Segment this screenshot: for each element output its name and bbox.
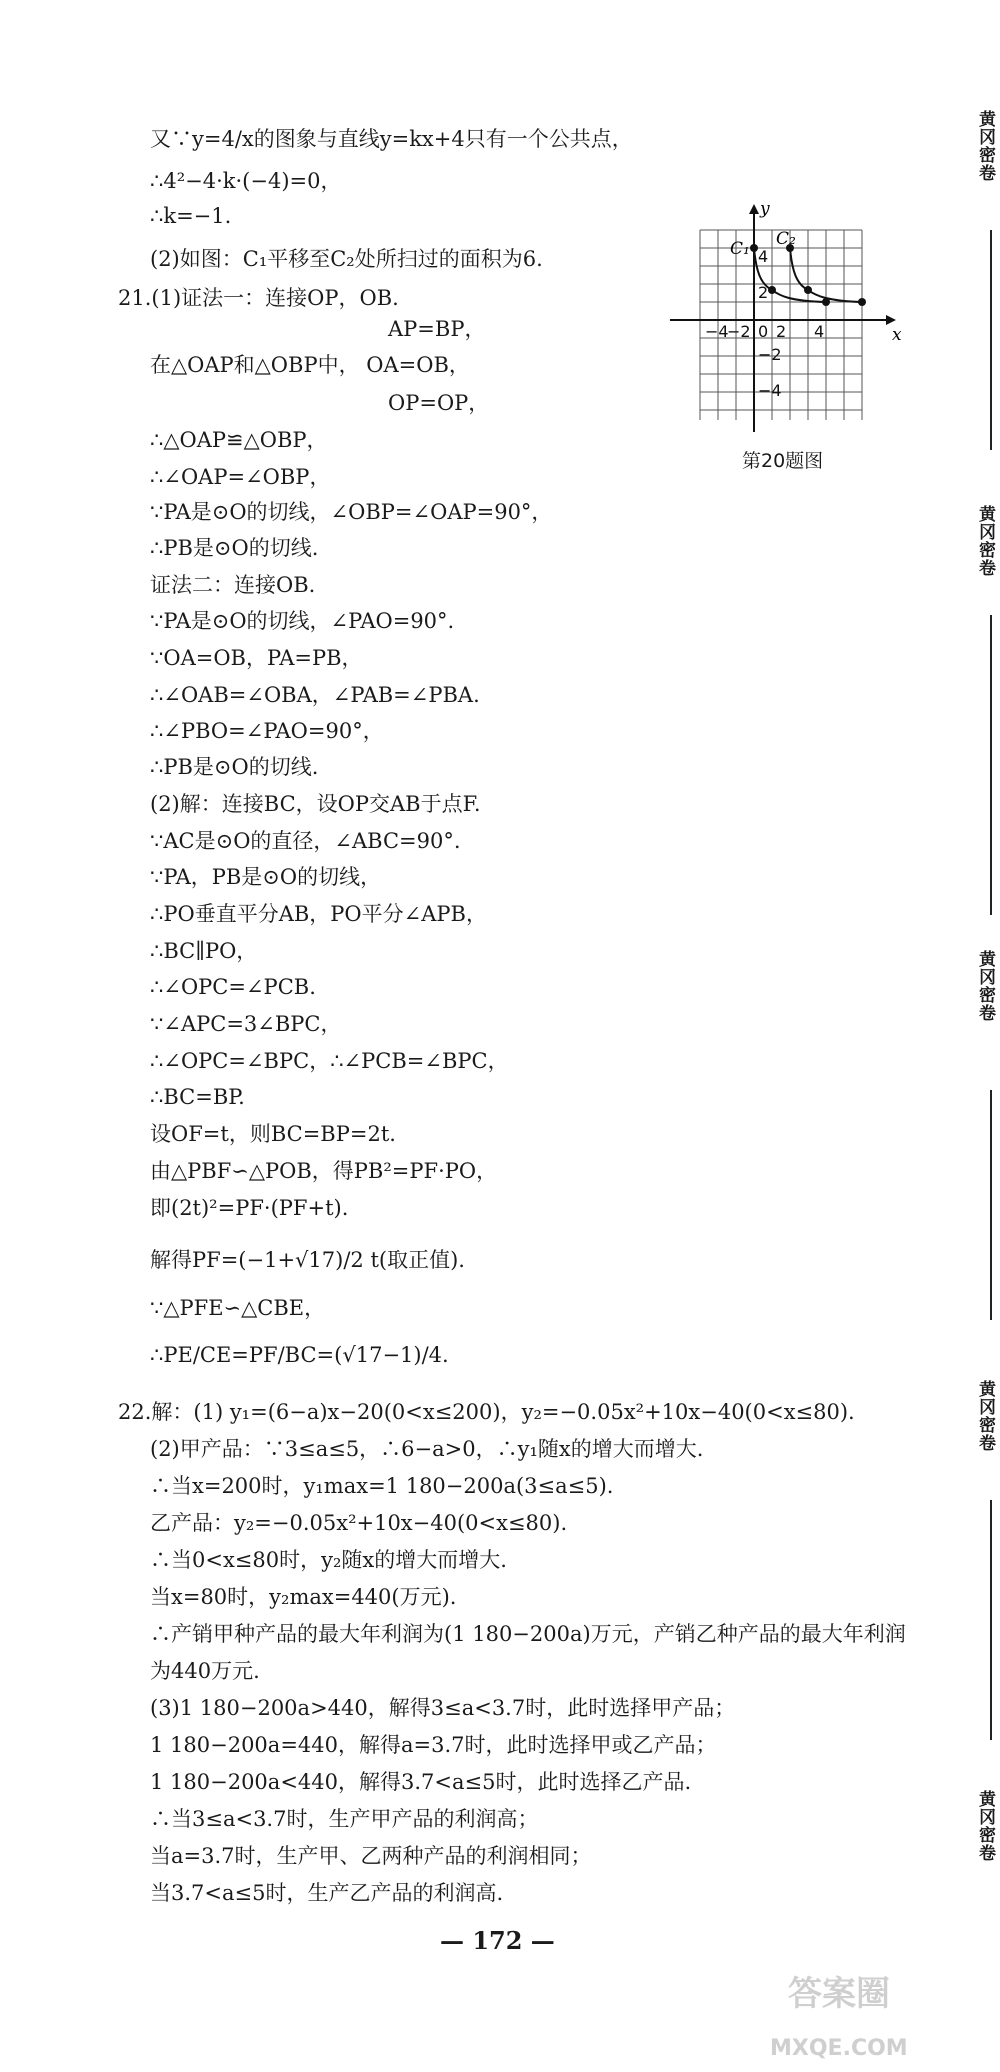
text-line: ∴PB是⊙O的切线. (150, 536, 319, 560)
x-tick-label: −4 (705, 322, 729, 341)
text-line: ∴△OAP≌△OBP， (150, 428, 328, 452)
text-line: 即(2t)²=PF·(PF+t). (150, 1196, 349, 1220)
text-line: 又∵y=4/x的图象与直线y=kx+4只有一个公共点， (150, 127, 633, 151)
text-line: 21.(1)证法一：连接OP，OB. (118, 286, 399, 310)
x-tick-label: −2 (727, 322, 751, 341)
curve-c1-label: C₁ (730, 239, 750, 259)
y-tick-label: −2 (758, 345, 782, 364)
text-line: 当x=80时，y₂max=440(万元). (150, 1585, 457, 1609)
text-line: (2)如图：C₁平移至C₂处所扫过的面积为6. (150, 247, 543, 271)
text-line: ∵AC是⊙O的直径，∠ABC=90°. (150, 829, 461, 853)
text-line: ∴BC∥PO， (150, 939, 258, 963)
text-line: ∴∠PBO=∠PAO=90°， (150, 719, 384, 743)
text-line: 为440万元. (150, 1659, 260, 1683)
text-line: ∴BC=BP. (150, 1085, 245, 1109)
text-line: 在△OAP和△OBP中， OA=OB， (150, 353, 470, 377)
x-tick-label: 2 (776, 322, 787, 341)
text-line: ∴4²−4·k·(−4)=0， (150, 169, 342, 193)
sidebar-label: 黄冈密卷 (975, 1790, 995, 1862)
text-line: ∴∠OAB=∠OBA，∠PAB=∠PBA. (150, 683, 480, 707)
text-line: ∴∠OAP=∠OBP， (150, 465, 331, 489)
text-line: (2)甲产品：∵3≤a≤5，∴6−a>0，∴y₁随x的增大而增大. (150, 1437, 704, 1461)
curve-point (858, 298, 866, 306)
x-axis-arrow-icon (886, 315, 896, 325)
x-axis-label: x (892, 325, 902, 345)
watermark-url: MXQE.COM (770, 2036, 908, 2061)
text-line: 当a=3.7时，生产甲、乙两种产品的利润相同； (150, 1844, 592, 1868)
sidebar-label: 黄冈密卷 (975, 110, 995, 182)
sidebar-label: 黄冈密卷 (975, 950, 995, 1022)
page-number: — 172 — (440, 1926, 555, 1955)
y-tick-label: −4 (758, 381, 782, 400)
text-line: ∴当0<x≤80时，y₂随x的增大而增大. (150, 1548, 507, 1572)
text-line: ∴产销甲种产品的最大年利润为(1 180−200a)万元，产销乙种产品的最大年利润 (150, 1622, 906, 1646)
text-line: (2)解：连接BC，设OP交AB于点F. (150, 792, 481, 816)
coordinate-graph (660, 200, 920, 440)
text-line: ∵PA，PB是⊙O的切线， (150, 865, 382, 889)
sidebar-divider (990, 1500, 992, 1740)
curve-point (750, 244, 758, 252)
text-line: 证法二：连接OB. (150, 573, 316, 597)
sidebar-label: 黄冈密卷 (975, 1380, 995, 1452)
sidebar-divider (990, 230, 992, 450)
text-line: ∴PB是⊙O的切线. (150, 755, 319, 779)
text-line: 乙产品：y₂=−0.05x²+10x−40(0<x≤80). (150, 1511, 568, 1535)
text-line: ∴PO垂直平分AB，PO平分∠APB， (150, 902, 487, 926)
x-tick-label: 0 (758, 322, 769, 341)
text-line: ∴PE/CE=PF/BC=(√17−1)/4. (150, 1343, 449, 1367)
curve-point (768, 286, 776, 294)
text-line: 由△PBF∽△POB，得PB²=PF·PO， (150, 1159, 498, 1183)
text-line: ∵∠APC=3∠BPC， (150, 1012, 342, 1036)
text-line: ∴∠OPC=∠PCB. (150, 975, 316, 999)
text-line: ∵OA=OB，PA=PB， (150, 646, 363, 670)
x-tick-label: 4 (814, 322, 825, 341)
text-line: ∵PA是⊙O的切线，∠PAO=90°. (150, 609, 455, 633)
text-line: 22.解：(1) y₁=(6−a)x−20(0<x≤200)，y₂=−0.05x²+10x−40(0<x≤80). (118, 1400, 855, 1424)
text-line: 设OF=t，则BC=BP=2t. (150, 1122, 396, 1146)
curve-c2-label: C₂ (776, 229, 796, 249)
y-tick-label: 2 (758, 283, 769, 302)
text-line: ∴∠OPC=∠BPC，∴∠PCB=∠BPC， (150, 1049, 509, 1073)
text-line: ∵PA是⊙O的切线，∠OBP=∠OAP=90°， (150, 500, 553, 524)
y-tick-label: 4 (758, 247, 769, 266)
text-line: OP=OP， (388, 391, 490, 415)
text-line: (3)1 180−200a>440，解得3≤a<3.7时，此时选择甲产品； (150, 1696, 736, 1720)
text-line: ∴k=−1. (150, 204, 232, 228)
curve-point (804, 286, 812, 294)
y-axis-arrow-icon (749, 204, 759, 214)
figure-caption: 第20题图 (742, 450, 824, 472)
text-line: ∴当3≤a<3.7时，生产甲产品的利润高； (150, 1807, 539, 1831)
text-line: 当3.7<a≤5时，生产乙产品的利润高. (150, 1881, 504, 1905)
text-line: AP=BP， (388, 317, 486, 341)
watermark-logo: 答案圈 (788, 1974, 890, 2014)
text-line: 1 180−200a<440，解得3.7<a≤5时，此时选择乙产品. (150, 1770, 692, 1794)
text-line: ∴当x=200时，y₁max=1 180−200a(3≤a≤5). (150, 1474, 614, 1498)
text-line: ∵△PFE∽△CBE， (150, 1296, 326, 1320)
y-axis-label: y (760, 200, 770, 219)
curve-point (822, 298, 830, 306)
sidebar-divider (990, 1090, 992, 1320)
sidebar-divider (990, 615, 992, 915)
sidebar-label: 黄冈密卷 (975, 505, 995, 577)
text-line: 1 180−200a=440，解得a=3.7时，此时选择甲或乙产品； (150, 1733, 717, 1757)
text-line: 解得PF=(−1+√17)/2 t(取正值). (150, 1248, 465, 1272)
